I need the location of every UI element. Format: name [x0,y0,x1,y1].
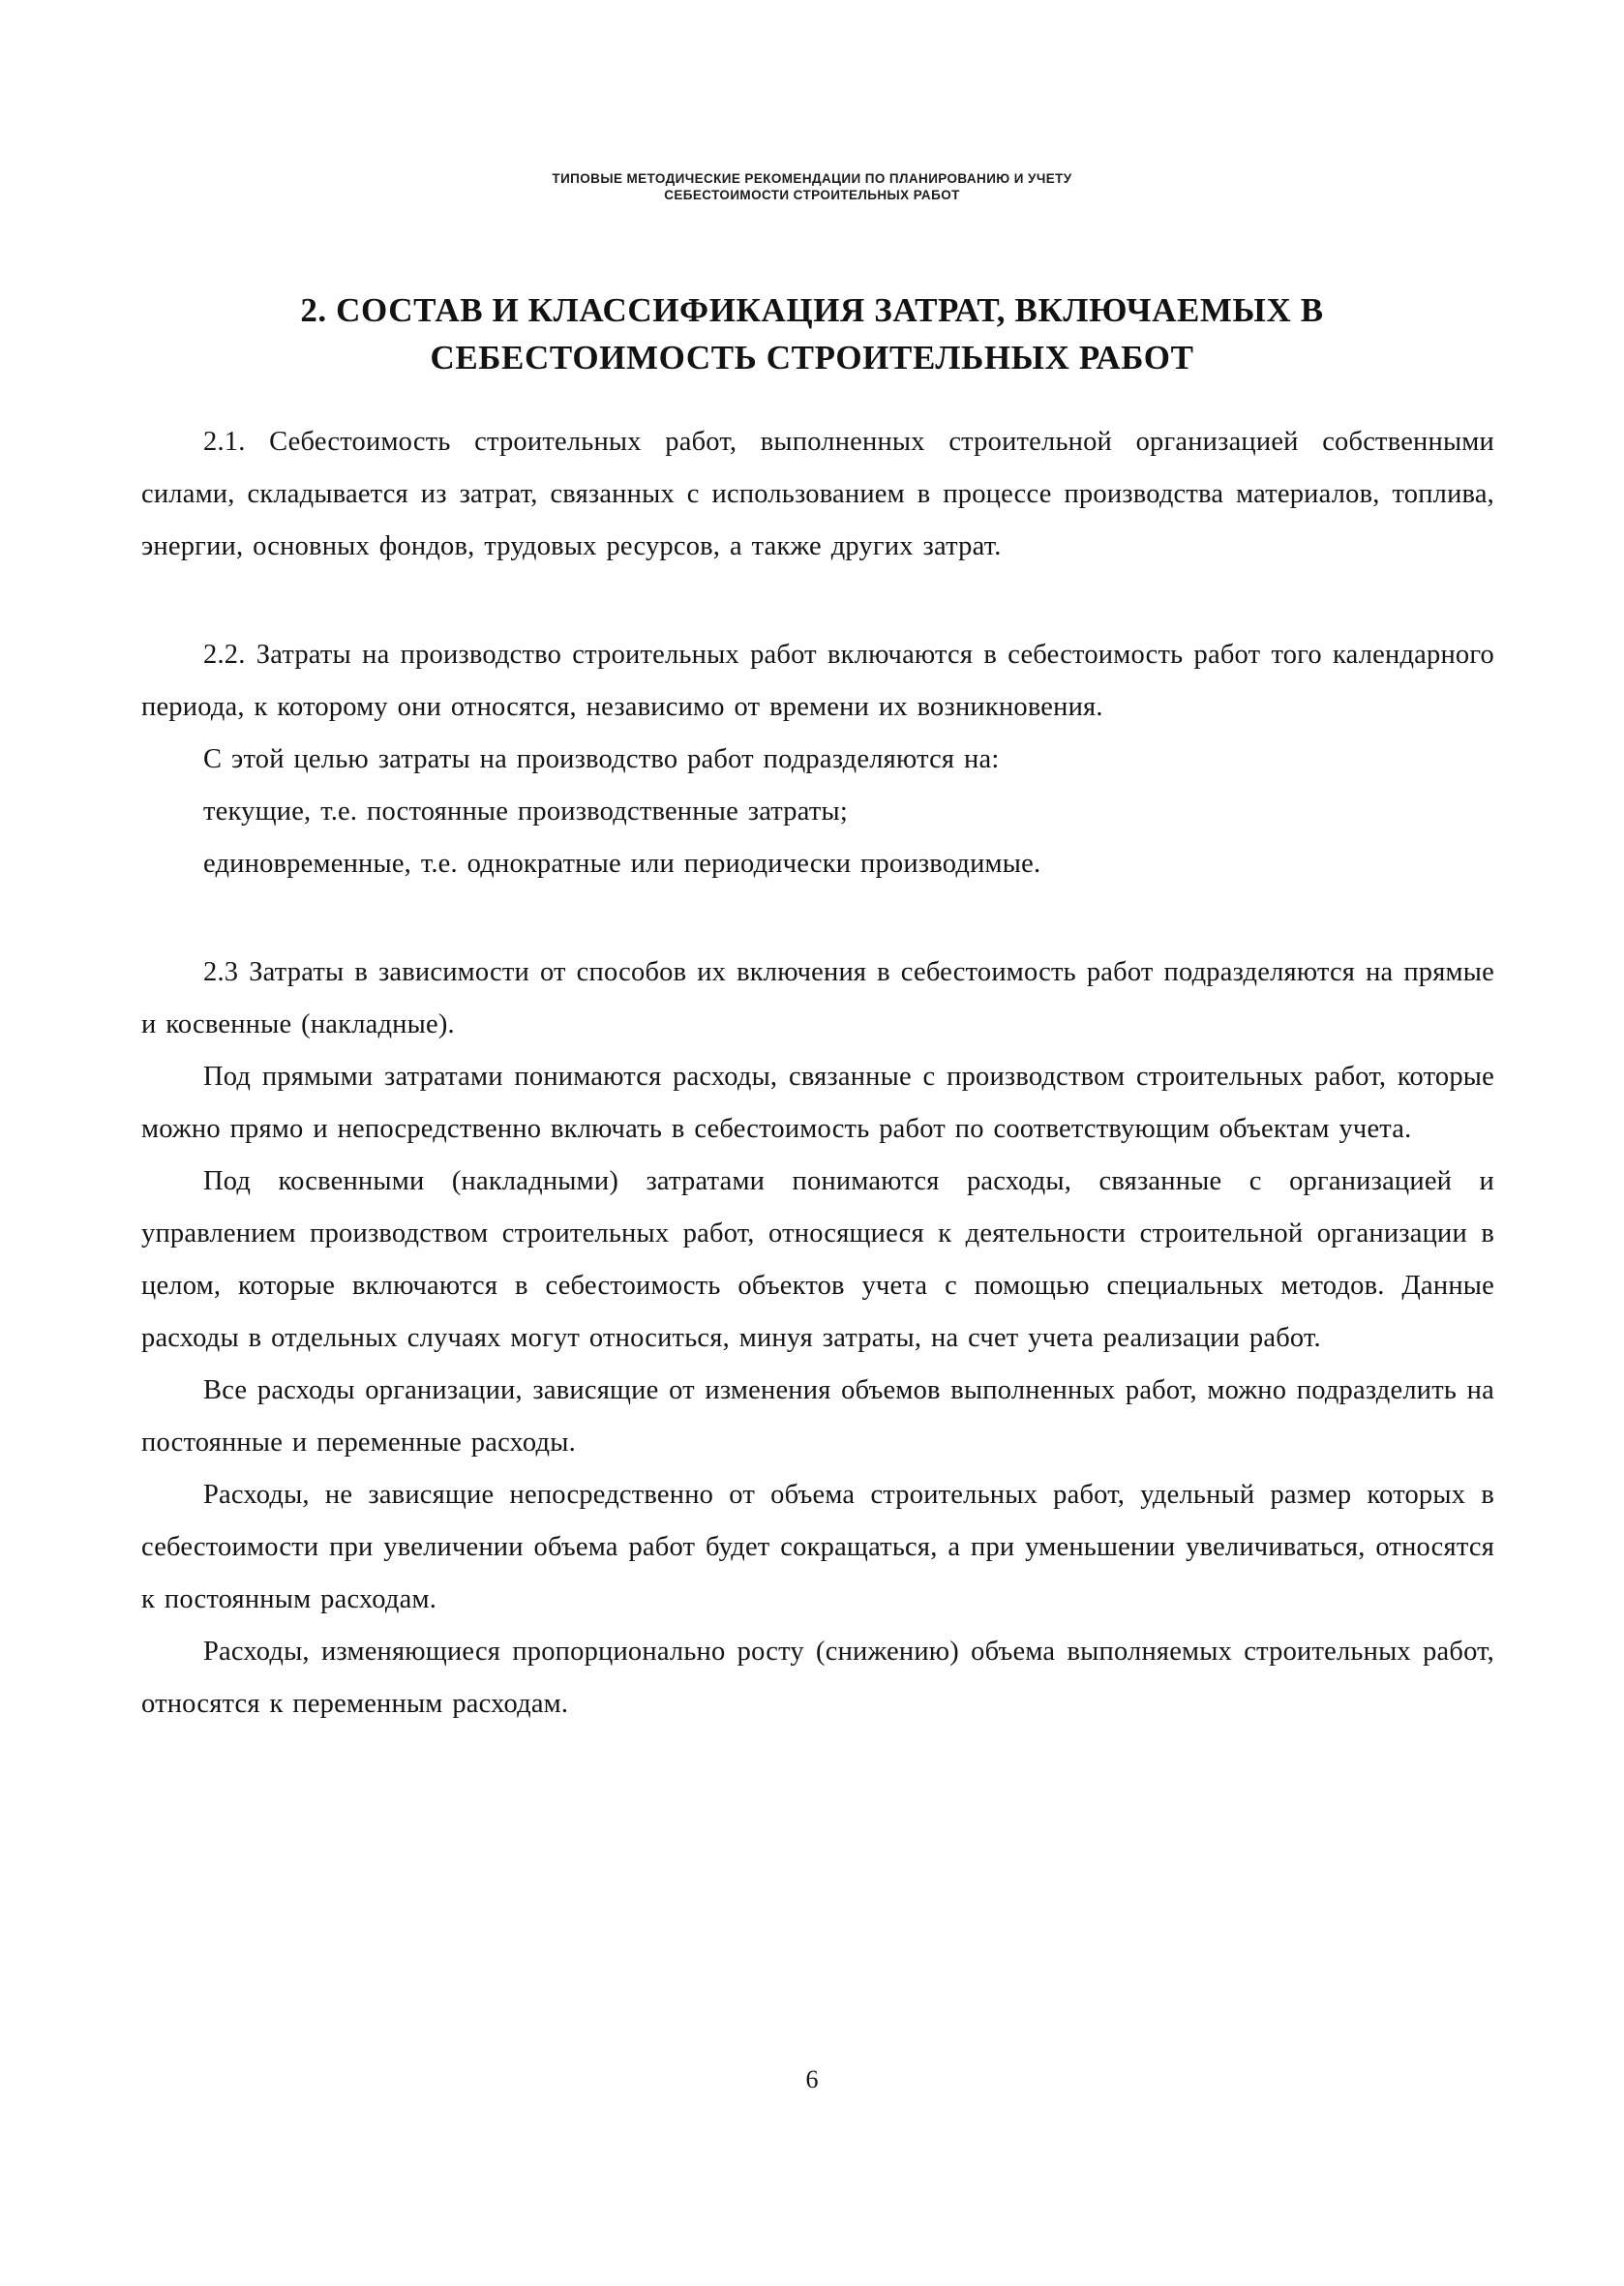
paragraph-indirect-costs: Под косвенными (накладными) затратами понимаются расходы, связанные с организацией и управлением производством строительных работ, относящиеся к деятельности строительной организации в целом, которые включаются в себестоимость объектов учета с помощью специальных методов. Данные расходы в отдельных случаях могут относиться, минуя затраты, на счет учета реализации работ. [141,1166,1494,1353]
paragraph-2-1: 2.1. Себестоимость строительных работ, выполненных строительной организацией собственными силами, складывается из затрат, связанных с использованием в процессе производства материалов, топлива, энергии, основных фондов, трудовых ресурсов, а также других затрат. [141,427,1494,561]
running-header-line2: СЕБЕСТОИМОСТИ СТРОИТЕЛЬНЫХ РАБОТ [664,188,960,202]
section-title-line1: 2. СОСТАВ И КЛАССИФИКАЦИЯ ЗАТРАТ, ВКЛЮЧАЕМЫХ В [300,291,1324,329]
paragraph-one-time-costs: единовременные, т.е. однократные или периодически производимые. [203,849,1041,879]
paragraph-fixed-costs: Расходы, не зависящие непосредственно от объема строительных работ, удельный размер которых в себестоимости при увеличении объема работ будет сокращаться, а при уменьшении увеличиваться, относятся к постоянным расходам. [141,1480,1494,1614]
section-title [106,286,1518,381]
paragraph-2-2: 2.2. Затраты на производство строительных работ включаются в себестоимость работ того календарного периода, к которому они относятся, независимо от времени их возникновения. [141,640,1494,722]
running-header-line1: ТИПОВЫЕ МЕТОДИЧЕСКИЕ РЕКОМЕНДАЦИИ ПО ПЛАНИРОВАНИЮ И УЧЕТУ [552,171,1072,186]
document-body [141,416,1494,1730]
paragraph-current-costs: текущие, т.е. постоянные производственные затраты; [203,797,848,827]
paragraph-direct-costs: Под прямыми затратами понимаются расходы, связанные с производством строительных работ, которые можно прямо и непосредственно включать в себестоимость работ по соответствующим объектам учета. [141,1062,1494,1144]
paragraph-volume-dependent-costs: Все расходы организации, зависящие от изменения объемов выполненных работ, можно подразделить на постоянные и переменные расходы. [141,1375,1494,1458]
page-number: 6 [805,2065,819,2093]
running-header [0,170,1624,203]
paragraph-cost-division-intro: С этой целью затраты на производство работ подразделяются на: [203,744,1000,774]
paragraph-2-3: 2.3 Затраты в зависимости от способов их включения в себестоимость работ подразделяются на прямые и косвенные (накладные). [141,957,1494,1039]
paragraph-variable-costs: Расходы, изменяющиеся пропорционально росту (снижению) объема выполняемых строительных работ, относятся к переменным расходам. [141,1637,1494,1719]
section-title-line2: СЕБЕСТОИМОСТЬ СТРОИТЕЛЬНЫХ РАБОТ [430,339,1194,376]
